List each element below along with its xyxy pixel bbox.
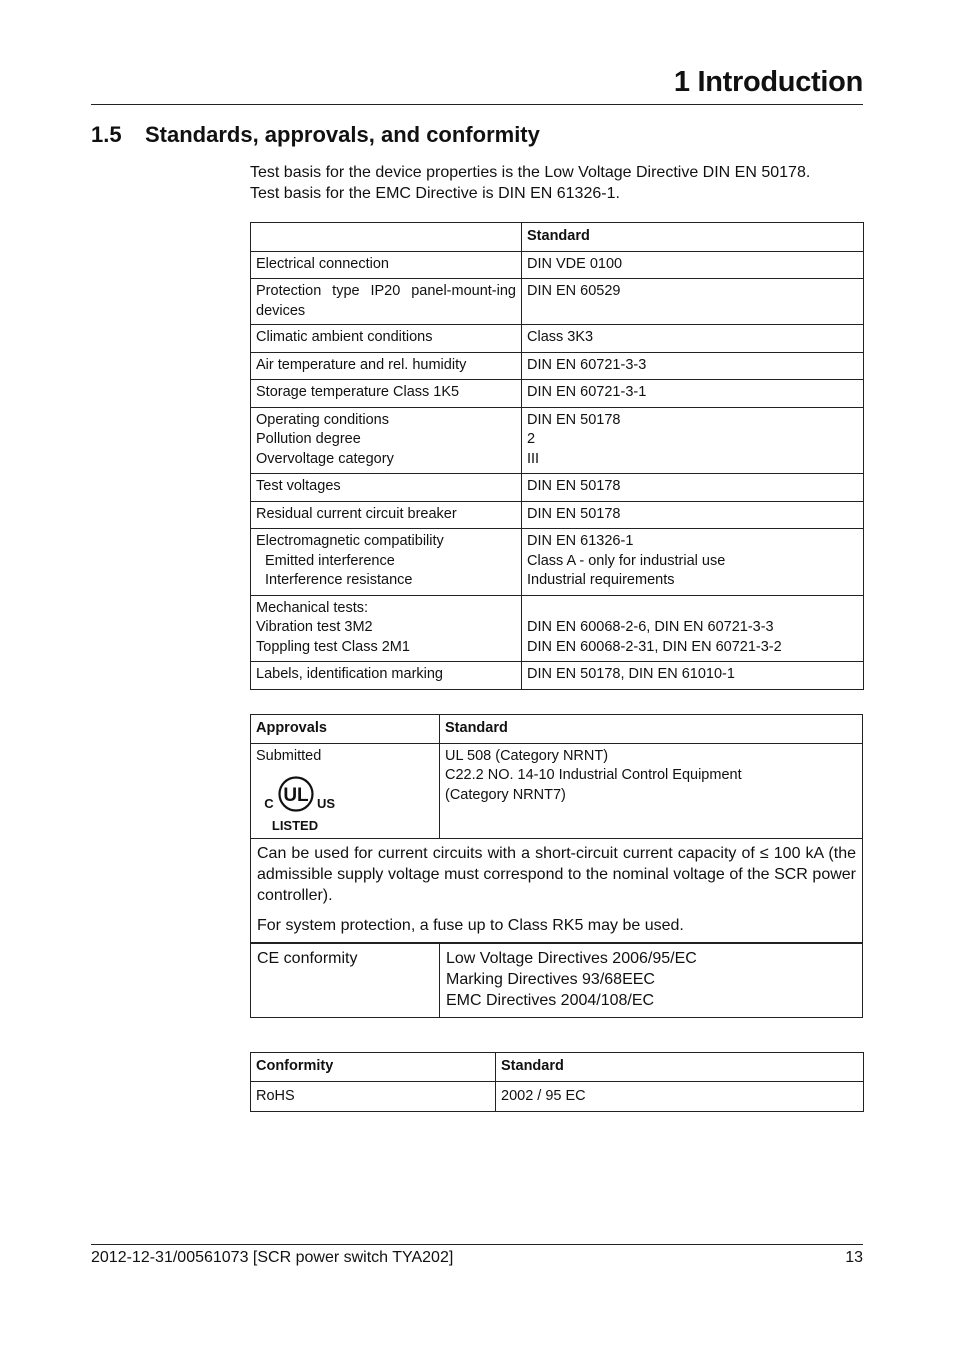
cell-line: EMC Directives 2004/108/EC xyxy=(446,992,655,1009)
table-row xyxy=(251,474,864,502)
row-value xyxy=(522,279,864,325)
cell-line: DIN EN 60721-3-1 xyxy=(527,384,647,400)
submitted-label: Submitted xyxy=(256,747,322,764)
footer-rule xyxy=(91,1244,863,1245)
conformity-header-row xyxy=(251,1053,864,1082)
row-value xyxy=(522,501,864,529)
row-label xyxy=(251,251,522,279)
row-label xyxy=(251,407,522,474)
cell-line: C22.2 NO. 14-10 Industrial Control Equipment xyxy=(445,767,742,783)
cell-line: Test voltages xyxy=(256,478,341,494)
table-row xyxy=(251,595,864,662)
cell-line: Mechanical tests: xyxy=(256,599,369,616)
cell-line: DIN EN 50178, DIN EN 61010-1 xyxy=(527,666,735,682)
cell-line: Emitted interference xyxy=(265,552,395,569)
conformity-table xyxy=(250,1052,864,1112)
row-label xyxy=(251,325,522,353)
cell-line: Climatic ambient conditions xyxy=(256,329,433,345)
ce-table xyxy=(250,943,863,1018)
cell-line: Pollution degree xyxy=(256,431,361,447)
page-number: 13 xyxy=(845,1249,863,1266)
table-row xyxy=(251,407,864,474)
ce-label: CE conformity xyxy=(251,944,440,1018)
approval-note-cell xyxy=(251,839,863,943)
table-row xyxy=(251,251,864,279)
chapter-title: 1 Introduction xyxy=(673,66,863,98)
header-rule xyxy=(91,104,863,105)
approvals-header-standard: Standard xyxy=(440,715,863,744)
intro-line-2: Test basis for the EMC Directive is DIN EN 61326-1. xyxy=(250,185,620,202)
cell-line: DIN VDE 0100 xyxy=(527,255,623,272)
cell-line: DIN EN 50178 xyxy=(527,505,621,522)
cell-line: Residual current circuit breaker xyxy=(256,505,457,522)
cell-line: Air temperature and rel. humidity xyxy=(256,356,467,373)
row-label xyxy=(251,501,522,529)
cell-line: DIN EN 60529 xyxy=(527,283,621,299)
table-row xyxy=(251,529,864,596)
conformity-rohs: RoHS xyxy=(251,1081,496,1112)
row-value xyxy=(522,595,864,662)
table-row xyxy=(251,279,864,325)
cell-line: Protection type IP20 panel-mount-ing devices xyxy=(256,283,516,319)
cell-line: DIN EN 61326-1 xyxy=(527,533,634,549)
row-label xyxy=(251,662,522,690)
cell-line: Storage temperature Class 1K5 xyxy=(256,384,460,400)
table-row xyxy=(251,662,864,690)
intro-line-1: Test basis for the device properties is the Low Voltage Directive DIN EN 50178. xyxy=(250,164,811,181)
cell-line: UL 508 (Category NRNT) xyxy=(445,747,609,764)
cell-line: Overvoltage category xyxy=(256,450,394,467)
row-label xyxy=(251,279,522,325)
cell-line: DIN EN 60068-2-6, DIN EN 60721-3-3 xyxy=(527,619,774,635)
ul-mark-bottom: LISTED xyxy=(271,818,319,833)
cell-line: Labels, identification marking xyxy=(256,666,443,682)
cell-line: Industrial requirements xyxy=(527,572,675,588)
ul-listed-icon xyxy=(262,770,342,834)
intro-text xyxy=(250,162,870,204)
row-value xyxy=(522,251,864,279)
row-label xyxy=(251,529,522,596)
ce-directives xyxy=(440,944,863,1018)
cell-line: Class A - only for industrial use xyxy=(527,552,726,569)
approval-note-1: Can be used for current circuits with a short-circuit current capacity of ≤ 100 kA (the admissible supply voltage must correspond to the nominal voltage of the SCR power controller). xyxy=(257,845,856,904)
table-row xyxy=(251,380,864,408)
section-title-text: Standards, approvals, and conformity xyxy=(145,122,540,147)
ul-mark-right: US xyxy=(316,796,336,811)
table-row xyxy=(251,501,864,529)
row-value xyxy=(522,325,864,353)
approvals-table xyxy=(250,714,863,943)
table-row xyxy=(251,839,863,943)
submitted-cell xyxy=(251,743,440,839)
row-label xyxy=(251,474,522,502)
table-row xyxy=(251,743,863,839)
approvals-header-approvals: Approvals xyxy=(251,715,440,744)
row-value xyxy=(522,352,864,380)
cell-line: Low Voltage Directives 2006/95/EC xyxy=(446,950,697,967)
ul-mark-left: C xyxy=(264,796,274,811)
row-value xyxy=(522,529,864,596)
table-row xyxy=(251,1081,864,1112)
approval-note-2: For system protection, a fuse up to Class RK5 may be used. xyxy=(257,917,684,934)
standards-header-standard: Standard xyxy=(522,223,864,252)
cell-line: DIN EN 50178 xyxy=(527,411,621,428)
cell-line: Toppling test Class 2M1 xyxy=(256,638,410,655)
table-row xyxy=(251,352,864,380)
row-label xyxy=(251,352,522,380)
cell-line: Marking Directives 93/68EEC xyxy=(446,971,655,988)
section-number: 1.5 xyxy=(91,122,122,147)
approvals-header-row xyxy=(251,715,863,744)
ul-mark-center: UL xyxy=(283,785,309,806)
row-label xyxy=(251,380,522,408)
footer-doc-info: 2012-12-31/00561073 [SCR power switch TYA202] xyxy=(91,1249,454,1266)
table-row xyxy=(251,325,864,353)
cell-line: Interference resistance xyxy=(265,572,413,588)
row-value xyxy=(522,407,864,474)
cell-line xyxy=(527,599,858,619)
cell-line: Vibration test 3M2 xyxy=(256,619,373,635)
conformity-header-standard: Standard xyxy=(496,1053,864,1082)
table-row xyxy=(251,944,863,1018)
approval-standards-cell xyxy=(440,743,863,839)
cell-line: DIN EN 60068-2-31, DIN EN 60721-3-2 xyxy=(527,638,782,655)
cell-line: III xyxy=(527,450,540,467)
cell-line: Operating conditions xyxy=(256,411,389,428)
row-label xyxy=(251,595,522,662)
cell-line: DIN EN 50178 xyxy=(527,478,621,494)
cell-line: DIN EN 60721-3-3 xyxy=(527,356,647,373)
row-value xyxy=(522,380,864,408)
cell-line: Class 3K3 xyxy=(527,329,594,345)
row-value xyxy=(522,474,864,502)
conformity-rohs-standard: 2002 / 95 EC xyxy=(496,1081,864,1112)
cell-line: Electrical connection xyxy=(256,255,389,272)
section-title xyxy=(91,122,540,148)
conformity-header-conformity: Conformity xyxy=(251,1053,496,1082)
cell-line: 2 xyxy=(527,431,536,447)
standards-header-empty xyxy=(251,223,522,252)
cell-line: Electromagnetic compatibility xyxy=(256,533,444,549)
cell-line: (Category NRNT7) xyxy=(445,786,566,803)
standards-header-row xyxy=(251,223,864,252)
row-value xyxy=(522,662,864,690)
standards-table xyxy=(250,222,864,690)
